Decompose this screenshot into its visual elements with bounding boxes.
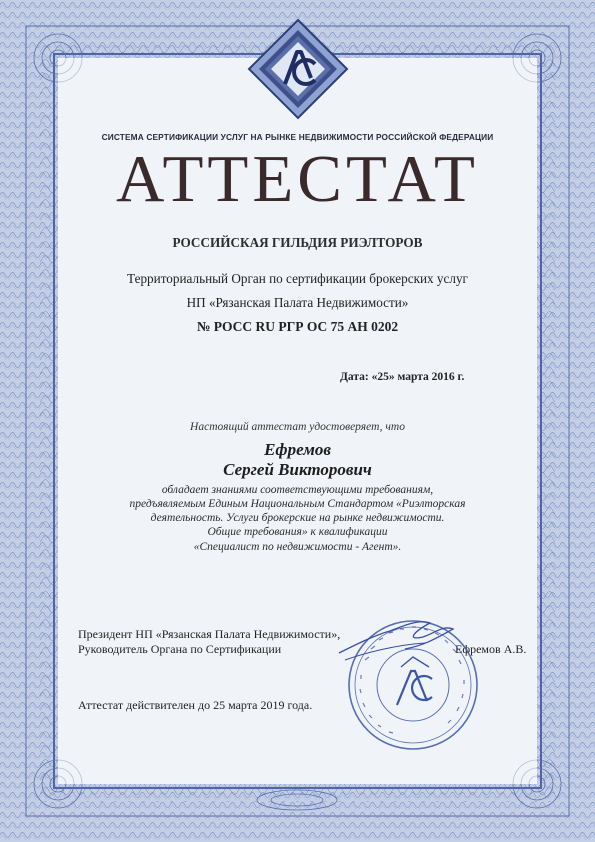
validity-line: Аттестат действителен до 25 марта 2019 года. xyxy=(78,698,313,712)
guild-logo xyxy=(247,18,349,120)
certificate-title: АТТЕСТАТ xyxy=(116,142,479,216)
organization-name: РОССИЙСКАЯ ГИЛЬДИЯ РИЭЛТОРОВ xyxy=(172,235,423,250)
logo-letters: AC xyxy=(298,117,300,118)
description-line: предъявляемым Единым Национальным Стандартом «Риэлторская xyxy=(129,498,466,510)
seal-letters: AC xyxy=(413,754,415,755)
head-of-body-line: Руководитель Органа по Сертификации xyxy=(78,642,282,656)
holder-given-names: Сергей Викторович xyxy=(223,460,372,479)
partnership-name: НП «Рязанская Палата Недвижимости» xyxy=(186,295,409,310)
issue-date: Дата: «25» марта 2016 г. xyxy=(340,371,465,383)
official-seal xyxy=(335,605,485,755)
description-line: обладает знаниями соответствующими требованиям, xyxy=(161,484,434,496)
holder-surname: Ефремов xyxy=(264,440,331,459)
certifies-intro: Настоящий аттестат удостоверяет, что xyxy=(190,421,405,433)
description-line: Общие требования» к квалификации xyxy=(207,526,388,538)
signer-name: Ефремов А.В. xyxy=(455,642,527,656)
description-line: деятельность. Услуги брокерские на рынке недвижимости. xyxy=(150,512,445,524)
description-line: «Специалист по недвижимости - Агент». xyxy=(193,541,402,553)
president-line: Президент НП «Рязанская Палата Недвижимости», xyxy=(78,627,341,641)
certification-system-line: СИСТЕМА СЕРТИФИКАЦИИ УСЛУГ НА РЫНКЕ НЕДВИЖИМОСТИ РОССИЙСКОЙ ФЕДЕРАЦИИ xyxy=(101,132,494,142)
registration-number: № РОСС RU РГР ОС 75 АН 0202 xyxy=(196,319,399,334)
territorial-body: Территориальный Орган по сертификации брокерских услуг xyxy=(127,271,468,286)
